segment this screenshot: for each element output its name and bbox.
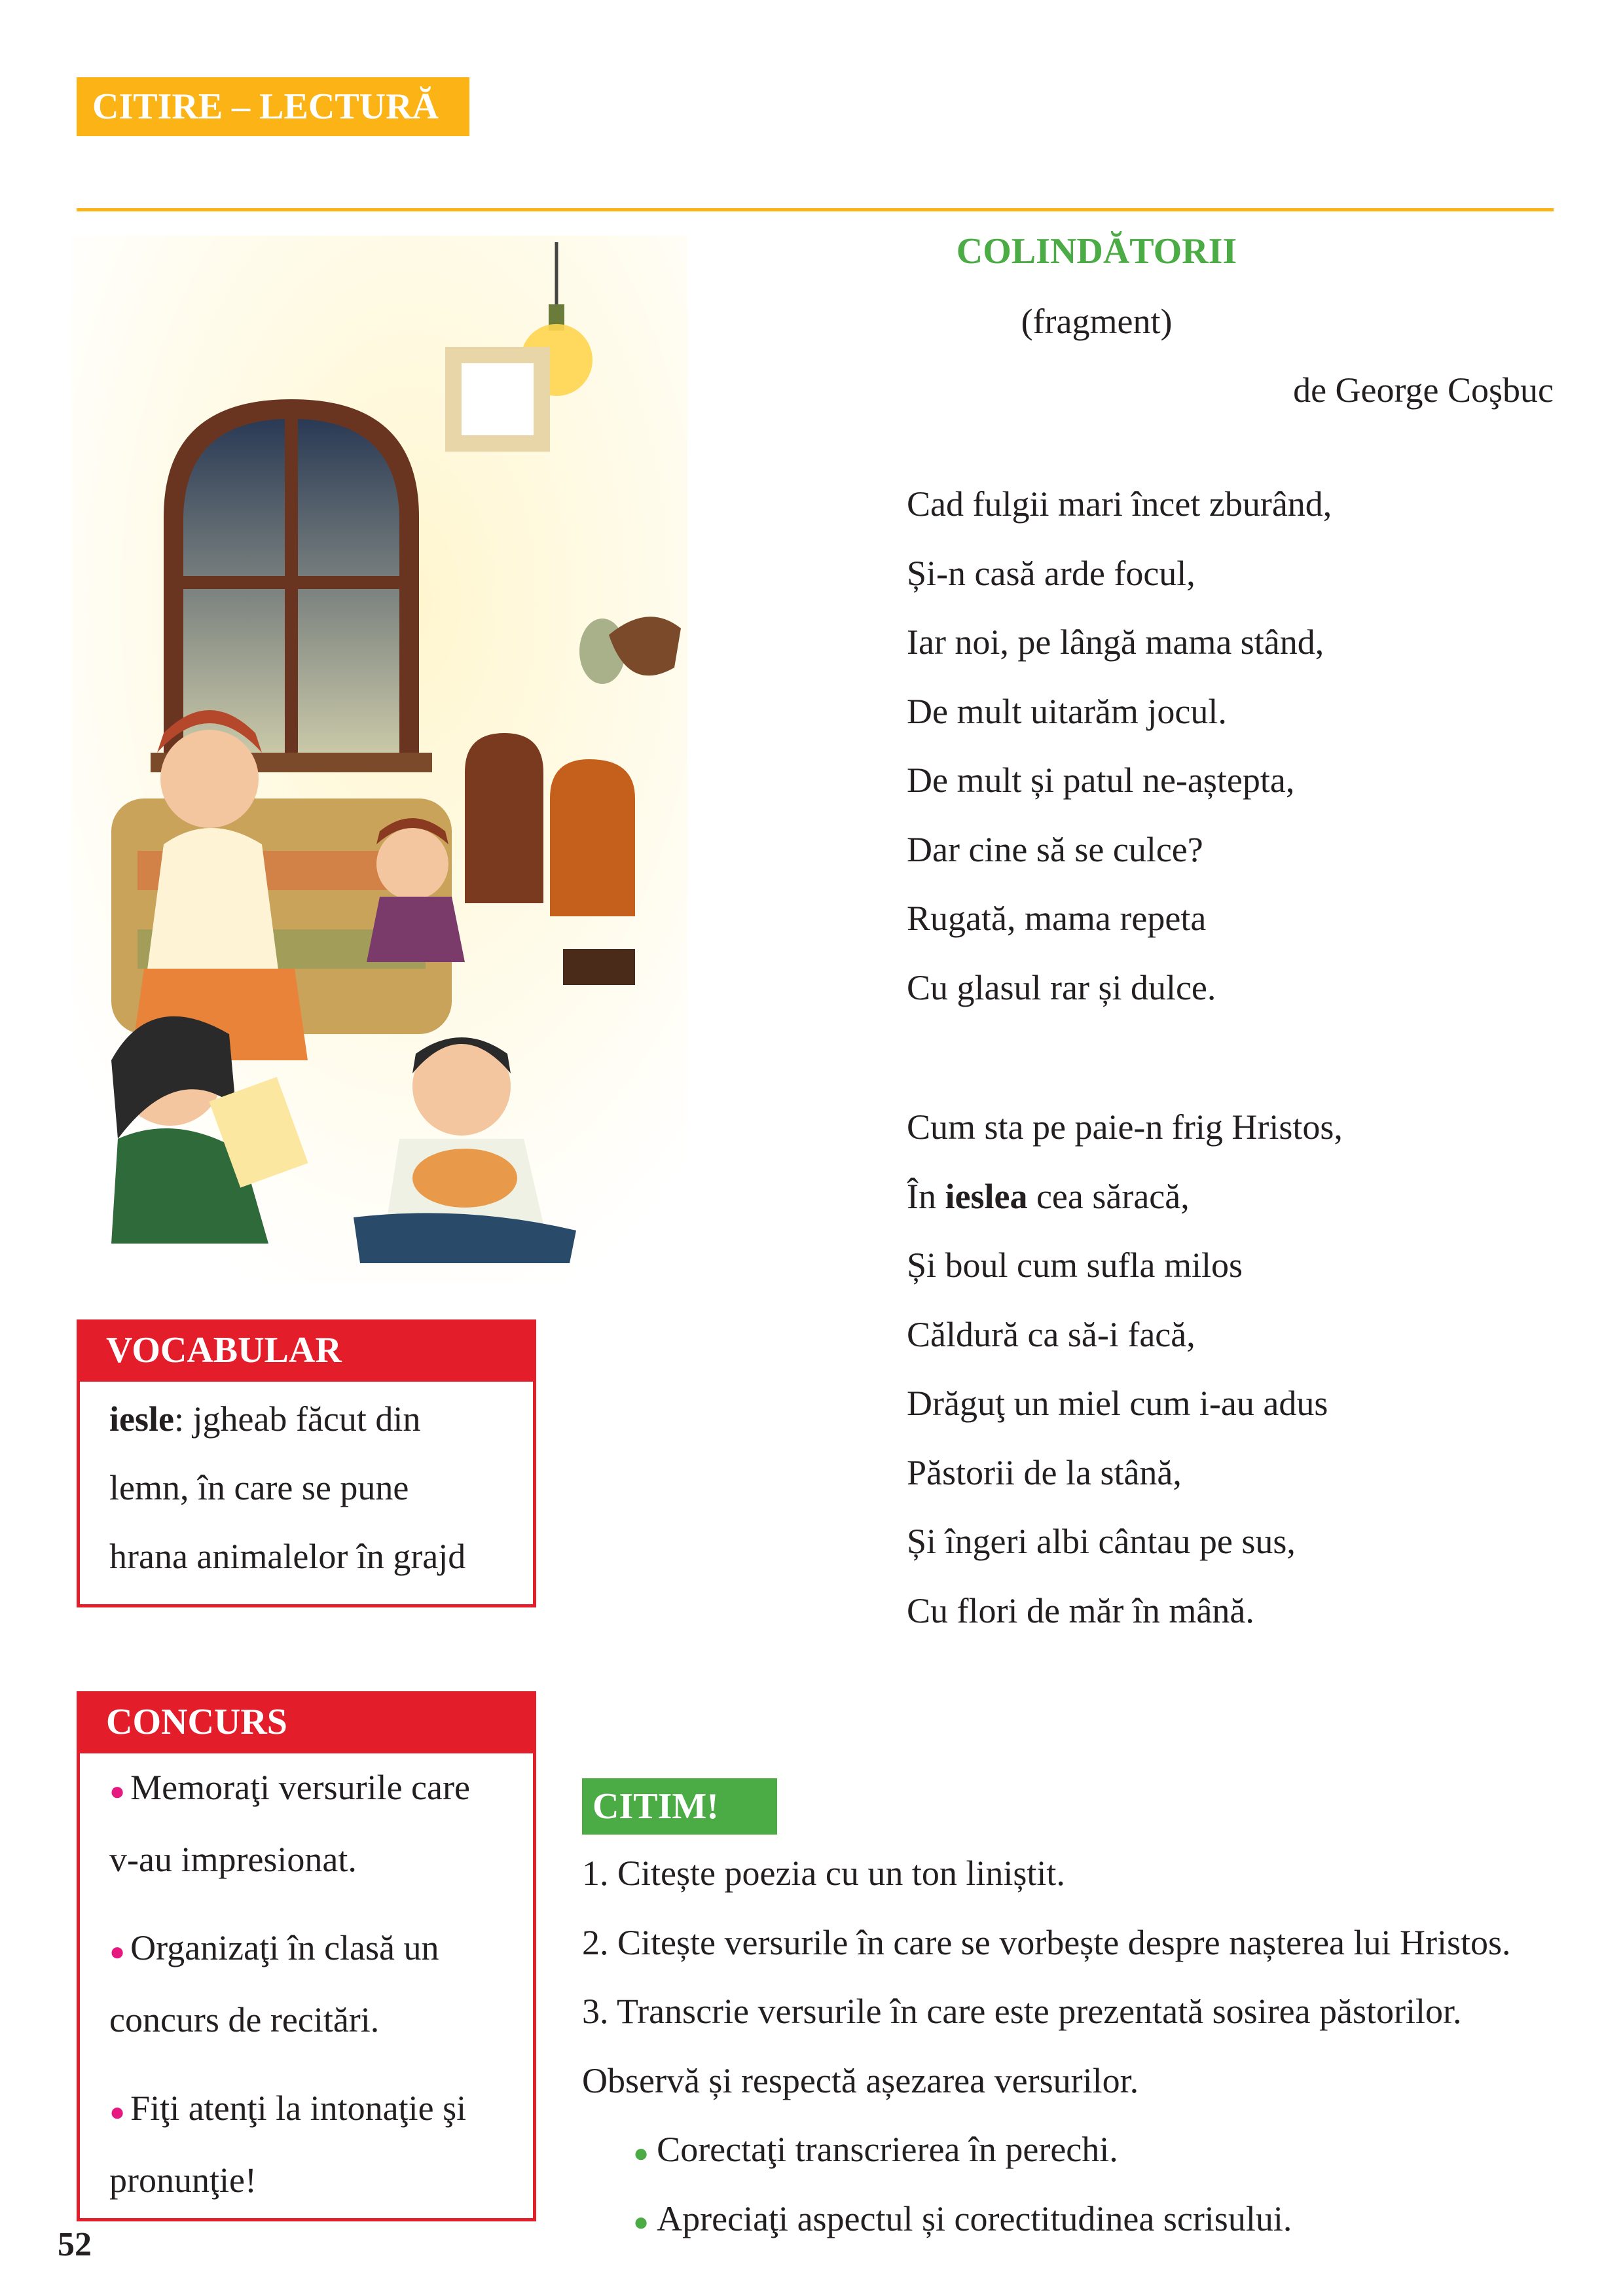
- poem-line: Drăguţ un miel cum i-au adus: [907, 1384, 1328, 1423]
- poem-line: Cum sta pe paie-n frig Hristos,: [907, 1107, 1343, 1147]
- poem-stanza-1: [907, 470, 1332, 1022]
- bullet-icon: ●: [633, 2138, 649, 2168]
- contest-heading: CONCURS: [77, 1691, 536, 1753]
- contest-item-cont: v-au impresionat.: [109, 1840, 357, 1880]
- reading-tasks: [582, 1839, 1555, 2253]
- bullet-icon: ●: [109, 1776, 126, 1806]
- task-line: 2. Citește versurile în care se vorbește despre nașterea lui Hristos.: [582, 1922, 1511, 1962]
- task-text: Apreciaţi aspectul și corectitudinea scrisului.: [657, 2198, 1292, 2238]
- vocabulary-def-line: hrana animalelor în grajd: [109, 1537, 466, 1576]
- poem-line: Dar cine să se culce?: [907, 829, 1203, 869]
- poem-line: Cad fulgii mari încet zburând,: [907, 484, 1332, 524]
- poem-text: cea săracă,: [1027, 1176, 1190, 1216]
- poem-line: De mult uitarăm jocul.: [907, 691, 1227, 731]
- contest-item: [109, 1753, 513, 1825]
- page-number: 52: [58, 2226, 92, 2263]
- bullet-icon: ●: [109, 2097, 126, 2127]
- contest-text: Organizaţi în clasă un: [130, 1928, 439, 1968]
- contest-item-cont: pronunţie!: [109, 2161, 257, 2200]
- poem-stanza-2: [907, 1093, 1343, 1645]
- vocabulary-def-line: [109, 1385, 513, 1454]
- task-subitem: [582, 2185, 1555, 2254]
- vocabulary-heading: VOCABULAR: [77, 1319, 536, 1382]
- poem-line: De mult și patul ne-aștepta,: [907, 761, 1295, 800]
- poem-subtitle: (fragment): [1021, 302, 1173, 341]
- poem-line: Păstorii de la stână,: [907, 1452, 1182, 1492]
- illustration-family-by-fire: [72, 236, 687, 1283]
- vocabulary-def: : jgheab făcut din: [173, 1399, 421, 1439]
- bullet-icon: ●: [109, 1937, 126, 1967]
- contest-item: [109, 2074, 513, 2146]
- poem-text: În: [907, 1176, 945, 1216]
- task-line: 3. Transcrie versurile în care este prezentată sosirea păstorilor.: [582, 1992, 1462, 2031]
- contest-box: [77, 1691, 536, 2221]
- poem-line: Și boul cum sufla milos: [907, 1246, 1243, 1285]
- poem-line: Căldură ca să-i facă,: [907, 1314, 1195, 1354]
- poem-line: Și-n casă arde focul,: [907, 553, 1195, 593]
- contest-text: Memoraţi versurile care: [130, 1768, 470, 1807]
- poem-line: Cu flori de măr în mână.: [907, 1590, 1254, 1630]
- poem-line: Și îngeri albi cântau pe sus,: [907, 1522, 1296, 1561]
- poem-line: Iar noi, pe lângă mama stând,: [907, 622, 1324, 662]
- citim-heading: CITIM!: [582, 1778, 777, 1835]
- poem-line: [907, 1162, 1343, 1232]
- task-subitem: [582, 2115, 1555, 2185]
- poem-line: Cu glasul rar și dulce.: [907, 967, 1216, 1007]
- poem-keyword: ieslea: [945, 1176, 1028, 1216]
- task-line: 1. Citește poezia cu un ton liniștit.: [582, 1854, 1065, 1893]
- poem-title: COLINDĂTORII: [956, 231, 1237, 272]
- contest-item-cont: concurs de recitări.: [109, 2000, 380, 2040]
- vocabulary-def-line: lemn, în care se pune: [109, 1468, 409, 1507]
- section-label: CITIRE – LECTURĂ: [77, 77, 469, 136]
- vocabulary-box: [77, 1319, 536, 1607]
- task-line: Observă și respectă așezarea versurilor.: [582, 2060, 1139, 2100]
- contest-item: [109, 1914, 513, 1986]
- header-rule: [77, 208, 1554, 211]
- vocabulary-term: iesle: [109, 1399, 174, 1439]
- poem-author: de George Coşbuc: [1293, 370, 1554, 410]
- poem-line: Rugată, mama repeta: [907, 899, 1207, 938]
- task-text: Corectaţi transcrierea în perechi.: [657, 2130, 1118, 2169]
- bullet-icon: ●: [633, 2207, 649, 2237]
- contest-text: Fiţi atenţi la intonaţie şi: [130, 2089, 467, 2128]
